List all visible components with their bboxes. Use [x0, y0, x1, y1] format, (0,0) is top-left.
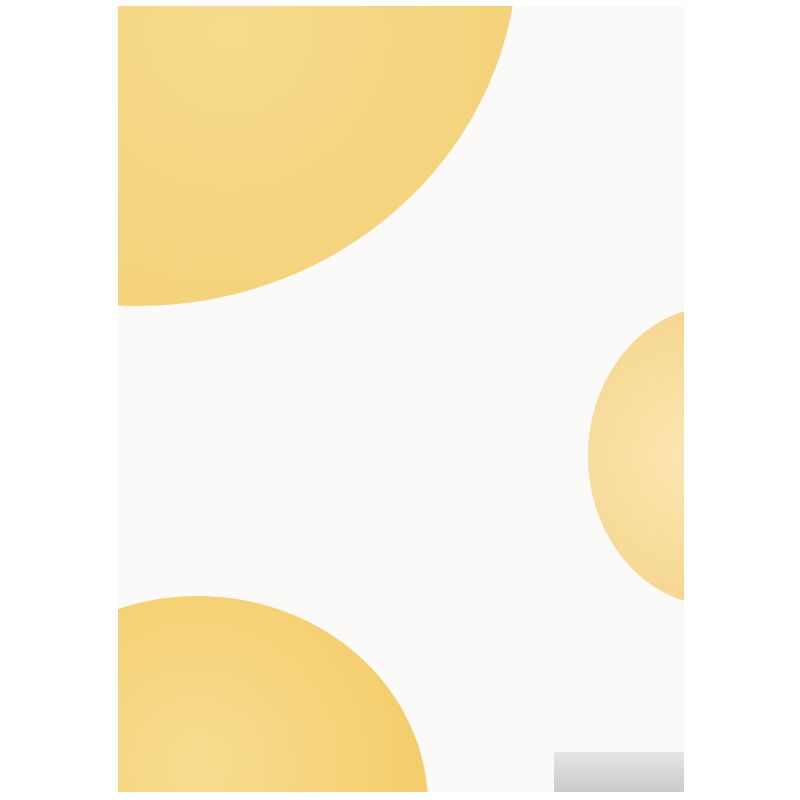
- status-overlay: [554, 752, 684, 792]
- dot-pattern-bottom: [118, 6, 684, 792]
- instruction-card: [118, 6, 684, 792]
